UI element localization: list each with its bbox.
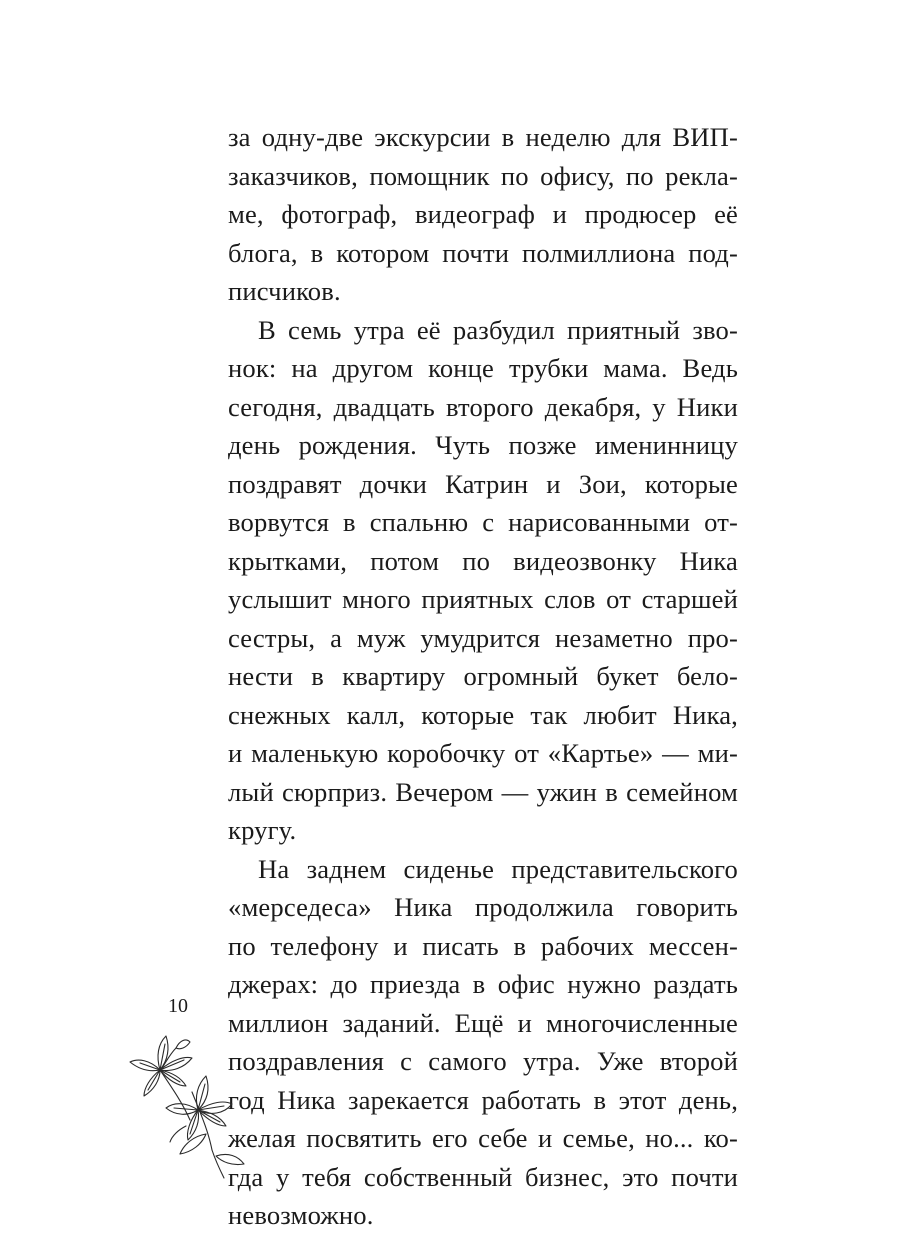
text-line: На заднем сиденье представительского (258, 853, 738, 884)
lily-flower-illustration (120, 1030, 250, 1180)
text-line: по телефону и писать в рабочих мессен- (228, 930, 738, 961)
leaf (170, 1126, 186, 1142)
text-line: год Ника зарекается работать в этот день, (228, 1084, 738, 1115)
text-line: услышит много приятных слов от старшей (228, 584, 738, 614)
text-line: нести в квартиру огромный букет бело- (228, 661, 738, 691)
text-line: гда у тебя собственный бизнес, это почти (228, 1161, 738, 1192)
text-line: джерах: до приезда в офис нужно раздать (228, 969, 738, 999)
text-line: ворвутся в спальню с нарисованными от- (228, 507, 738, 537)
text-line: нок: на другом конце трубки мама. Ведь (228, 353, 738, 383)
text-line: ме, фотограф, видеограф и продюсер её (228, 199, 738, 229)
bud (176, 1040, 190, 1049)
text-line: за одну-две экскурсии в неделю для ВИП- (228, 122, 738, 152)
text-line: невозможно. (228, 1200, 374, 1230)
text-line: кругу. (228, 815, 297, 845)
body-text (228, 118, 738, 1235)
text-line: В семь утра её разбудил приятный зво- (258, 314, 738, 345)
text-line: сегодня, двадцать второго декабря, у Ники (228, 391, 738, 422)
text-line: крытками, потом по видеозвонку Ника (228, 545, 738, 576)
text-line: поздравления с самого утра. Уже второй (228, 1046, 738, 1076)
text-line: и маленькую коробочку от «Картье» — ми- (228, 738, 738, 768)
text-line: заказчиков, помощник по офису, по рекла- (228, 160, 738, 191)
text-line: блога, в котором почти полмиллиона под- (228, 237, 738, 268)
leaf (180, 1134, 206, 1154)
leaf (216, 1154, 244, 1164)
text-line: день рождения. Чуть позже именинницу (228, 430, 738, 460)
page-number: 10 (168, 995, 188, 1017)
text-line: снежных калл, которые так любит Ника, (228, 699, 738, 730)
petal (130, 1060, 160, 1071)
text-line: писчиков. (228, 276, 341, 306)
text-line: лый сюрприз. Вечером — ужин в семейном (228, 776, 738, 807)
text-line: желая посвятить его себе и семье, но... ко- (228, 1123, 738, 1153)
text-line: сестры, а муж умудрится незаметно про- (228, 622, 738, 653)
text-line: «мерседеса» Ника продолжила говорить (228, 892, 738, 922)
text-line: миллион заданий. Ещё и многочисленные (228, 1007, 738, 1038)
text-line: поздравят дочки Катрин и Зои, которые (228, 468, 738, 499)
